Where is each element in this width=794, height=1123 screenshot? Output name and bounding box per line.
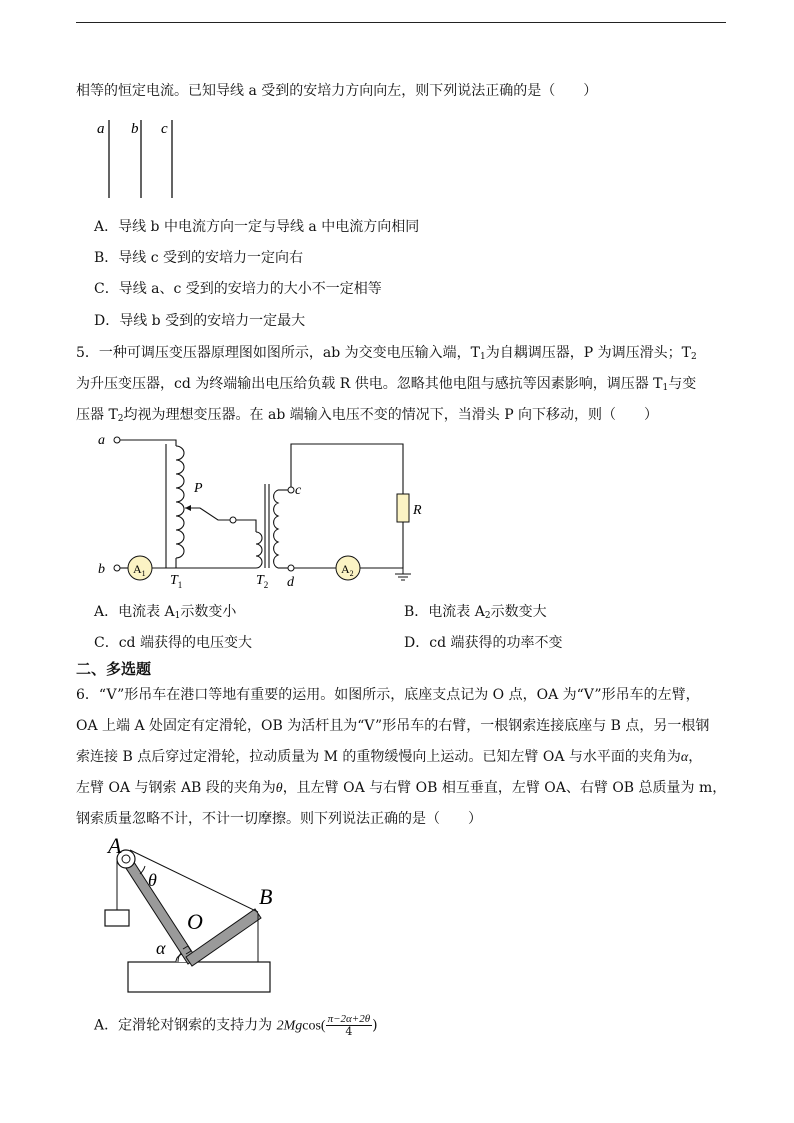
resistor-r-label: R xyxy=(413,503,422,518)
t2-primary-coil xyxy=(256,532,262,568)
ground-symbol xyxy=(395,568,411,580)
t2-label: $T_2$ xyxy=(256,573,269,590)
q5-stem-line1: 5．一种可调压变压器原理图如图所示，ab 为交变电压输入端，$T_1$为自耦调压器，P 为调压滑头；$T_2$ xyxy=(76,345,697,362)
q4-option-a: A．导线 b 中电流方向一定与导线 a 中电流方向相同 xyxy=(94,219,420,235)
q6-stem-line5: 钢索质量忽略不计，不计一切摩擦。则下列说法正确的是（ ） xyxy=(76,811,482,827)
terminal-d-label: d xyxy=(287,575,294,590)
q6-stem-line4: 左臂 OA 与钢索 AB 段的夹角为θ，且左臂 OA 与右臂 OB 相互垂直，左臂 OA、右臂 OB 总质量为 m， xyxy=(76,780,727,796)
q5-option-a: A．电流表 $A_1$示数变小 xyxy=(94,604,237,621)
q5-option-d: D．cd 端获得的功率不变 xyxy=(404,635,563,651)
point-b-label: B xyxy=(259,884,273,909)
q6-crane-figure xyxy=(100,836,275,996)
t2-secondary-coil xyxy=(274,490,278,568)
terminal-a-label: a xyxy=(98,433,105,448)
terminal-c-label: c xyxy=(295,483,302,498)
q5-circuit-diagram xyxy=(90,428,430,596)
terminal-c xyxy=(288,487,294,493)
ammeter-a1-label: $A_1$ xyxy=(133,562,146,578)
q6-stem-line2: OA 上端 A 处固定有定滑轮，OB 为活杆且为“V”形吊车的右臂，一根钢索连接底座与 B 点，另一根钢 xyxy=(76,718,710,734)
slider-p-label: P xyxy=(194,481,203,496)
t1-label: $T_1$ xyxy=(170,573,183,590)
q4-option-c: C．导线 a、c 受到的安培力的大小不一定相等 xyxy=(94,281,382,297)
terminal-b xyxy=(114,565,120,571)
q4-wire-figure xyxy=(90,115,190,205)
q4-option-d: D．导线 b 受到的安培力一定最大 xyxy=(94,313,306,329)
q6-stem-line3: 索连接 B 点后穿过定滑轮，拉动质量为 M 的重物缓慢向上运动。已知左臂 OA 与水平面的夹角为α， xyxy=(76,749,703,765)
wire-label-c: c xyxy=(161,121,168,137)
q5-option-b: B．电流表 $A_2$示数变大 xyxy=(404,604,547,621)
q5-stem-line2: 为升压变压器，cd 为终端输出电压给负载 R 供电。忽略其他电阻与感抗等因素影响，调压器 $T_1$与变 xyxy=(76,376,697,393)
weight-m xyxy=(105,910,129,926)
q6-option-a: A．定滑轮对钢索的支持力为 2Mgcos( $\frac{\pi-2\alpha+2\theta}{4}$ ) xyxy=(94,1013,378,1038)
q6-stem-line1: 6．“V”形吊车在港口等地有重要的运用。如图所示，底座支点记为 O 点，OA 为“V”形吊车的左臂， xyxy=(76,687,700,703)
point-o-label: O xyxy=(187,909,203,934)
wire-label-a: a xyxy=(97,121,105,137)
slider-p xyxy=(185,508,230,520)
t1-coil xyxy=(176,446,184,558)
q4-option-b: B．导线 c 受到的安培力一定向右 xyxy=(94,250,304,266)
header-rule xyxy=(76,22,726,23)
q5-option-c: C．cd 端获得的电压变大 xyxy=(94,635,252,651)
ammeter-a2-label: $A_2$ xyxy=(341,562,354,578)
terminal-b-label: b xyxy=(98,562,105,577)
q4-stem-tail: 相等的恒定电流。已知导线 a 受到的安培力方向向左，则下列说法正确的是（ ） xyxy=(76,83,598,99)
terminal-a xyxy=(114,437,120,443)
section-title-multiple-choice: 二、多选题 xyxy=(76,660,152,678)
point-a-label: A xyxy=(108,836,122,858)
wire-label-b: b xyxy=(131,121,139,137)
crane-base xyxy=(128,962,270,992)
resistor-r xyxy=(397,494,409,522)
angle-alpha-label: α xyxy=(156,938,166,958)
terminal-d xyxy=(288,565,294,571)
q5-stem-line3: 压器 $T_2$均视为理想变压器。在 ab 端输入电压不变的情况下，当滑头 P 向下移动，则（ ） xyxy=(76,407,659,424)
angle-theta-label: θ xyxy=(148,870,157,890)
